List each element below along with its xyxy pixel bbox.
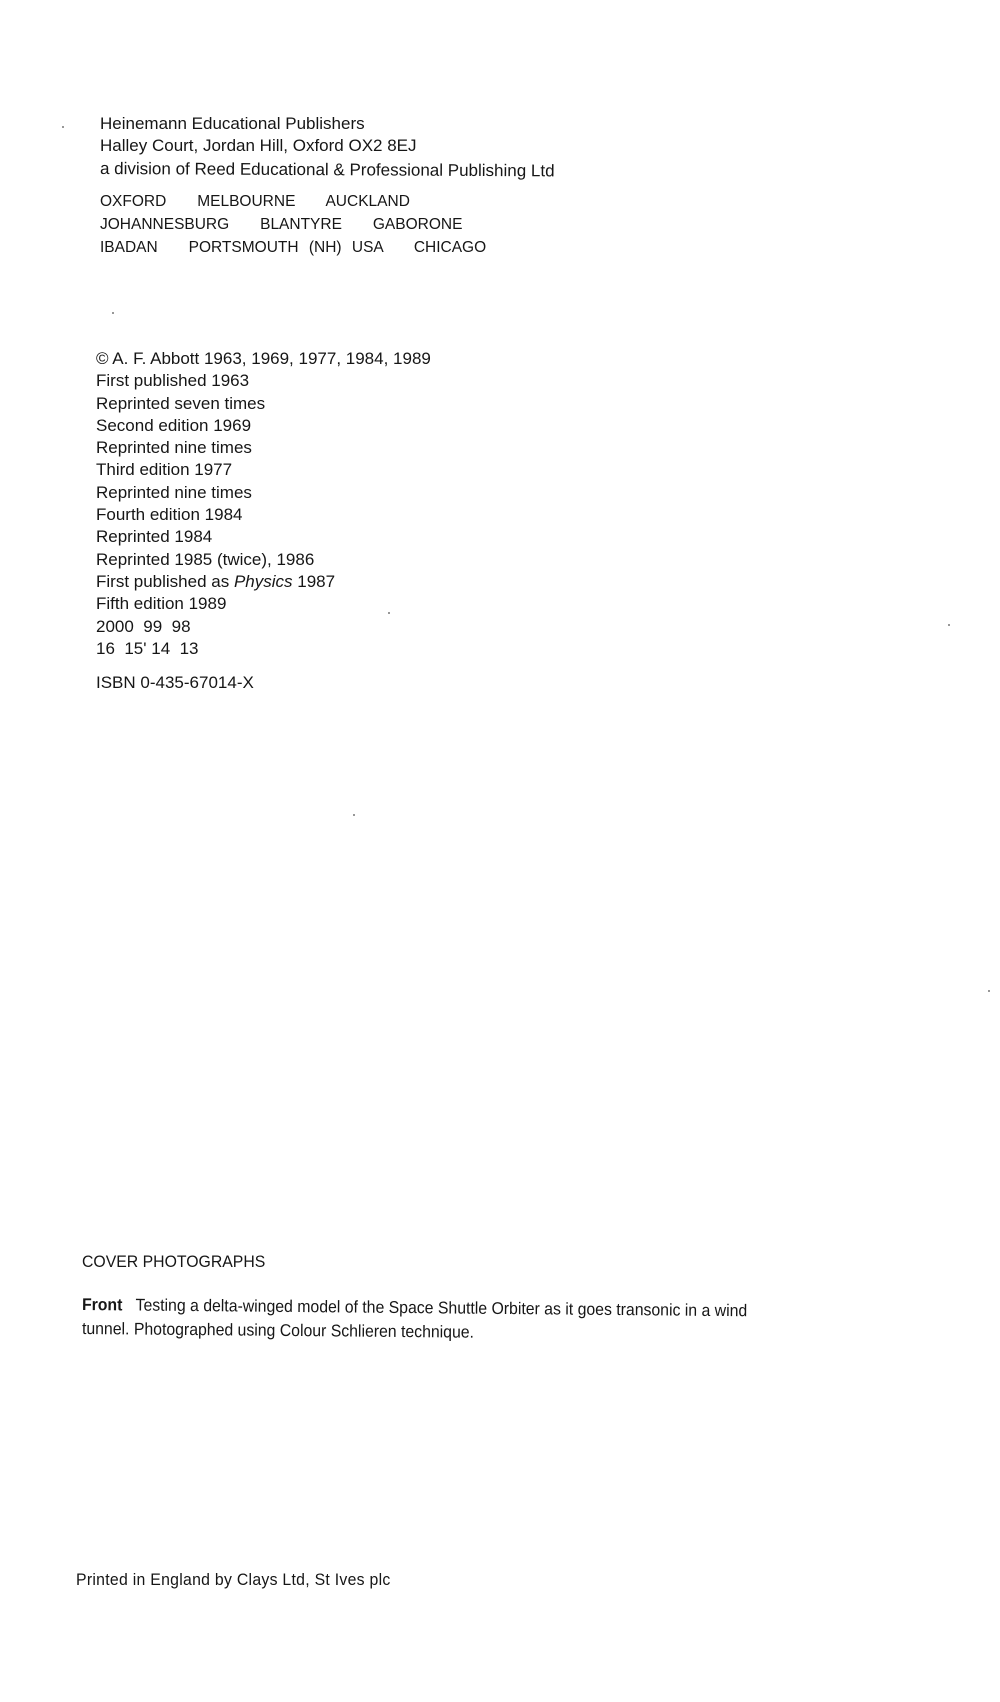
cover-heading: COVER PHOTOGRAPHS [82, 1252, 266, 1271]
publisher-address: Halley Court, Jordan Hill, Oxford OX2 8EJ [100, 136, 417, 156]
history-line: Reprinted nine times [96, 438, 252, 458]
publisher-name: Heinemann Educational Publishers [100, 114, 365, 133]
publisher-division: a division of Reed Educational & Professional Publishing Ltd [99, 158, 555, 180]
history-line: Fifth edition 1989 [96, 594, 227, 614]
history-line: Third edition 1977 [96, 460, 233, 480]
front-text-1: Testing a delta-winged model of the Space Shuttle Orbiter as it goes transonic in a wind [135, 1295, 748, 1321]
front-label: Front [81, 1295, 123, 1315]
city-list [100, 190, 486, 259]
copyright-block [96, 348, 431, 694]
history-line: Fourth edition 1984 [96, 505, 243, 525]
scan-speck [353, 814, 355, 816]
physics-title: Physics [233, 571, 293, 591]
history-line: Second edition 1969 [96, 415, 252, 435]
scan-speck [112, 312, 114, 314]
city-line: OXFORD MELBOURNE AUCKLAND [100, 193, 410, 210]
history-line: Reprinted 1984 [96, 527, 213, 547]
copyright-notice: © A. F. Abbott 1963, 1969, 1977, 1984, 1989 [96, 349, 431, 368]
print-line-years: 2000 99 98 [96, 616, 191, 636]
physics-suffix: 1987 [292, 571, 336, 591]
city-line: JOHANNESBURG BLANTYRE GABORONE [100, 216, 463, 233]
print-line-numbers: 16 15' 14 13 [96, 638, 199, 658]
history-line: First published 1963 [96, 371, 250, 391]
scan-speck [62, 126, 64, 128]
isbn: ISBN 0-435-67014-X [96, 673, 254, 693]
scan-speck [948, 624, 950, 626]
city-line: IBADAN PORTSMOUTH (NH) USA CHICAGO [100, 239, 487, 256]
physics-prefix: First published as [96, 571, 234, 591]
printer-line: Printed in England by Clays Ltd, St Ives plc [76, 1570, 391, 1589]
history-line: Reprinted nine times [96, 482, 252, 502]
physics-line [96, 571, 431, 593]
history-line: Reprinted seven times [96, 393, 266, 413]
history-line: Reprinted 1985 (twice), 1986 [96, 549, 315, 569]
cover-front-description [82, 1293, 747, 1341]
publisher-block [100, 113, 555, 180]
scan-speck [988, 990, 990, 992]
front-line-2: tunnel. Photographed using Colour Schlieren technique. [81, 1319, 475, 1342]
scan-speck [388, 612, 390, 614]
